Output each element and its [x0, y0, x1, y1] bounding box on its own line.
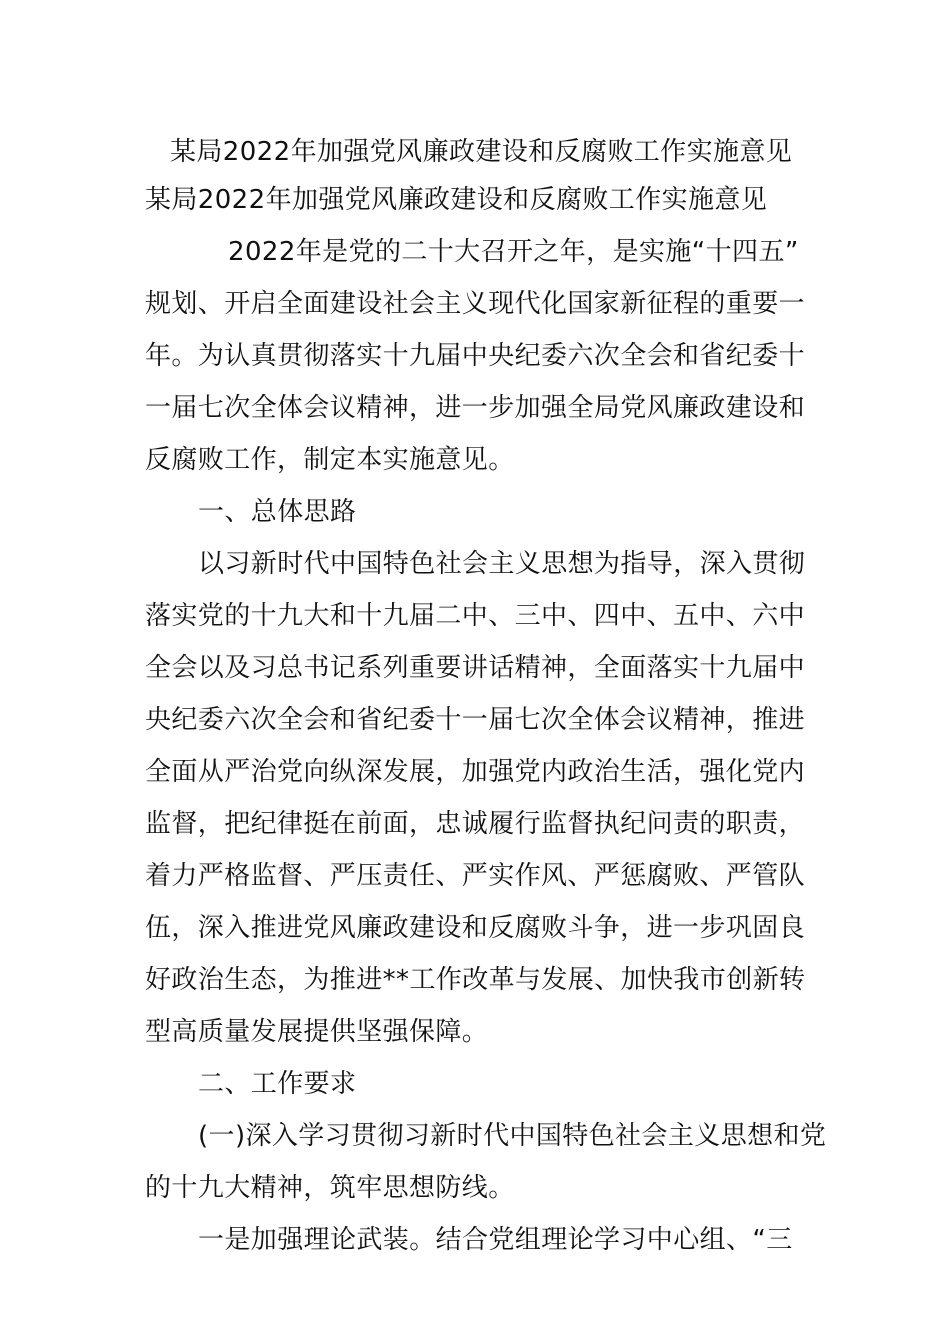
section1-line-1: 以习新时代中国特色社会主义思想为指导，深入贯彻 — [198, 549, 806, 579]
section1-line-9: 好政治生态，为推进**工作改革与发展、加快我市创新转 — [145, 965, 806, 995]
section1-line-3: 全会以及习总书记系列重要讲话精神，全面落实十九届中 — [145, 653, 806, 683]
intro-line-2: 规划、开启全面建设社会主义现代化国家新征程的重要一 — [145, 289, 806, 319]
intro-line-3: 年。为认真贯彻落实十九届中央纪委六次全会和省纪委十 — [145, 341, 806, 371]
section1-line-10: 型高质量发展提供坚强保障。 — [145, 1017, 489, 1047]
section2-heading: 二、工作要求 — [198, 1069, 357, 1099]
section1-line-5: 全面从严治党向纵深发展，加强党内政治生活，强化党内 — [145, 757, 806, 787]
section1-line-7: 着力严格监督、严压责任、严实作风、严惩腐败、严管队 — [145, 861, 806, 891]
intro-line-4: 一届七次全体会议精神，进一步加强全局党风廉政建设和 — [145, 393, 806, 423]
paragraph-line: 一是加强理论武装。结合党组理论学习中心组、“三 — [198, 1225, 793, 1255]
section1-line-8: 伍，深入推进党风廉政建设和反腐败斗争，进一步巩固良 — [145, 913, 806, 943]
title-line-2: 某局2022年加强党风廉政建设和反腐败工作实施意见 — [145, 185, 768, 215]
section1-line-6: 监督，把纪律挺在前面，忠诚履行监督执纪问责的职责， — [145, 809, 806, 839]
title-line-1: 某局2022年加强党风廉政建设和反腐败工作实施意见 — [170, 137, 793, 167]
sub1-line-2: 的十九大精神，筑牢思想防线。 — [145, 1173, 515, 1203]
sub1-line-1: (一)深入学习贯彻习新时代中国特色社会主义思想和党 — [198, 1121, 827, 1151]
section1-line-4: 央纪委六次全会和省纪委十一届七次全体会议精神，推进 — [145, 705, 806, 735]
section1-heading: 一、总体思路 — [198, 497, 357, 527]
intro-line-1: 2022年是党的二十大召开之年，是实施“十四五” — [228, 237, 799, 267]
intro-line-5: 反腐败工作，制定本实施意见。 — [145, 445, 515, 475]
section1-line-2: 落实党的十九大和十九届二中、三中、四中、五中、六中 — [145, 601, 806, 631]
